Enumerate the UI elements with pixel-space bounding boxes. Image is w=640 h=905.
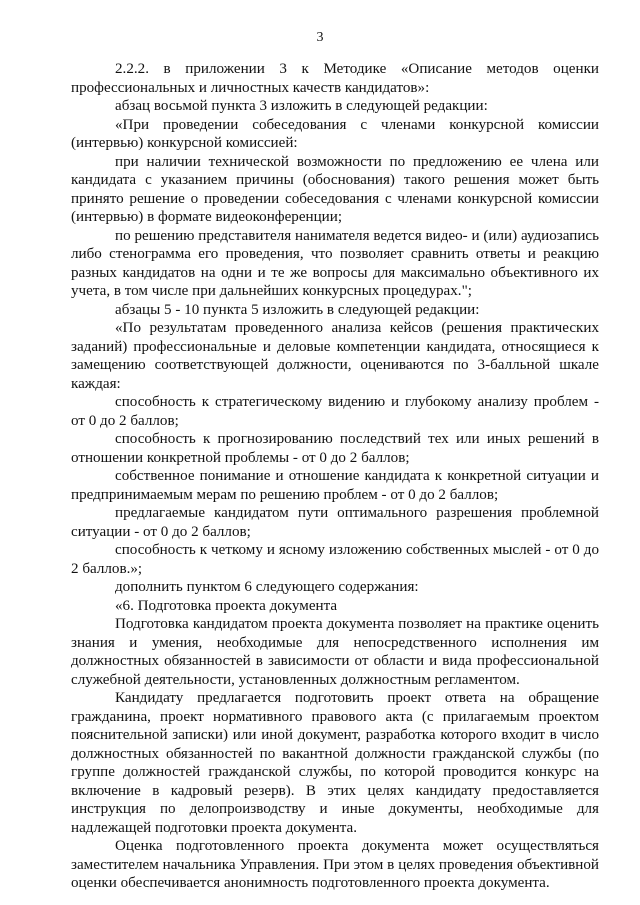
paragraph-criterion-forecasting: способность к прогнозированию последствий тех или иных решений в отношении конкретной проблемы - от 0 до 2 баллов; [71,431,599,466]
paragraph-videoconference: при наличии технической возможности по предложению ее члена или кандидата с указанием причины (обоснования) такого решения может быть принято решение о проведении собеседования с членами конкурсной комиссии (интервью) в формате видеоконференции; [71,153,599,225]
paragraph-candidate-task: Кандидату предлагается подготовить проект ответа на обращение гражданина, проект нормативного правового акта (с прилагаемым проектом пояснительной записки) или иной документ, разработка которого входит в число должностных обязанностей по вакантной должности гражданской службы (по группе должностей гражданской службы, по которой проводится конкурс на включение в кадровый резерв). В этих целях кандидату предоставляется инструкция по делопроизводству и иные документы, необходимые для надлежащей подготовки проекта документа. [71,690,599,836]
paragraph-instruction-p5: абзацы 5 - 10 пункта 5 изложить в следующей редакции: [115,301,480,318]
document-body [71,60,599,893]
paragraph-case-results: «По результатам проведенного анализа кейсов (решения практических заданий) профессиональные и деловые компетенции кандидата, относящиеся к замещению соответствующей должности, оцениваются по 3-балльной шкале каждая: [71,320,599,392]
paragraph-section-6-title: «6. Подготовка проекта документа [115,597,338,614]
paragraph-document-preparation: Подготовка кандидатом проекта документа позволяет на практике оценить знания и умения, необходимые для непосредственного исполнения им должностных обязанностей в зависимости от области и вида профессиональной служебной деятельности, установленных должностным регламентом. [71,616,599,688]
paragraph-criterion-clarity: способность к четкому и ясному изложению собственных мыслей - от 0 до 2 баллов.»; [71,542,599,577]
paragraph-instruction-p6: дополнить пунктом 6 следующего содержания: [115,579,419,595]
page-number: 3 [316,30,324,45]
paragraph-2-2-2: 2.2.2. в приложении 3 к Методике «Описание методов оценки профессиональных и личностных качеств кандидатов»: [71,61,599,96]
paragraph-criterion-solutions: предлагаемые кандидатом пути оптимального разрешения проблемной ситуации - от 0 до 2 баллов; [71,505,599,540]
paragraph-criterion-understanding: собственное понимание и отношение кандидата к конкретной ситуации и предпринимаемым мерам по решению проблем - от 0 до 2 баллов; [71,468,599,503]
paragraph-instruction-p3: абзац восьмой пункта 3 изложить в следующей редакции: [115,98,488,114]
paragraph-criterion-strategic: способность к стратегическому видению и глубокому анализу проблем - от 0 до 2 баллов; [71,394,599,429]
paragraph-interview-intro: «При проведении собеседования с членами конкурсной комиссии (интервью) конкурсной комиссией: [71,116,599,151]
paragraph-recording: по решению представителя нанимателя ведется видео- и (или) аудиозапись либо стенограмма его проведения, что позволяет сравнить ответы и реакцию разных кандидатов на одни и те же вопросы для максимально объективного их учета, в том числе при дальнейших конкурсных процедурах."; [71,227,599,299]
paragraph-evaluation: Оценка подготовленного проекта документа может осуществляться заместителем начальника Управления. При этом в целях проведения объективной оценки обеспечивается анонимность подготовленного проекта документа. [71,838,599,891]
